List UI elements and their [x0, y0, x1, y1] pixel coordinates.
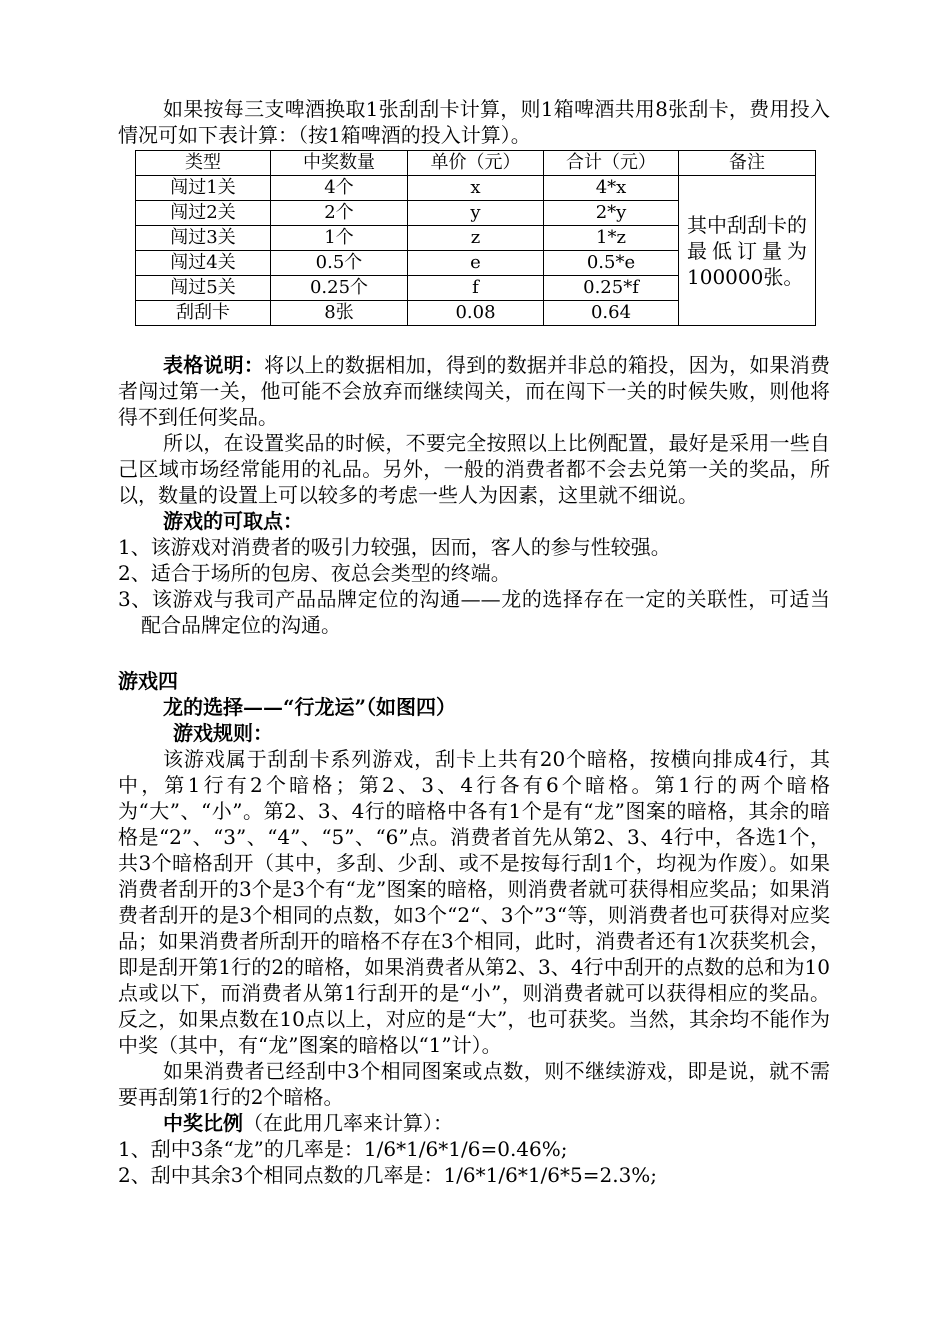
table-cell: 刮刮卡: [136, 301, 271, 326]
table-header-cell: 备注: [679, 151, 816, 176]
game4-heading: 游戏四: [118, 669, 178, 693]
table-header-row: [136, 151, 816, 176]
list-item: 1、刮中3条“龙”的几率是：1/6*1/6*1/6=0.46%;: [118, 1137, 568, 1161]
table-header-cell: 中奖数量: [271, 151, 408, 176]
table-cell: 1个: [271, 226, 408, 251]
table-cell: 2个: [271, 201, 408, 226]
table-cell: 闯过5关: [136, 276, 271, 301]
table-cell: 闯过3关: [136, 226, 271, 251]
table-cell: 0.08: [408, 301, 544, 326]
table-explanation: [118, 352, 830, 430]
table-cell: 2*y: [544, 201, 679, 226]
table-header-cell: 类型: [136, 151, 271, 176]
table-cell: x: [408, 176, 544, 201]
table-cell: 4*x: [544, 176, 679, 201]
list-item: 3、该游戏与我司产品品牌定位的沟通——龙的选择存在一定的关联性，可适当配合品牌定位的沟通。: [118, 587, 830, 637]
table-header-cell: 单价（元）: [408, 151, 544, 176]
list-item: 1、该游戏对消费者的吸引力较强，因而，客人的参与性较强。: [118, 535, 671, 559]
table-cell: 0.64: [544, 301, 679, 326]
table-cell: 闯过4关: [136, 251, 271, 276]
table-cell: 0.25*f: [544, 276, 679, 301]
prize-paragraph: 所以，在设置奖品的时候，不要完全按照以上比例配置，最好是采用一些自己区域市场经常能用的礼品。另外，一般的消费者都不会去兑第一关的奖品，所以，数量的设置上可以较多的考虑一些人为因素，这里就不细说。: [118, 431, 830, 507]
rules-paragraph: 该游戏属于刮刮卡系列游戏，刮卡上共有20个暗格，按横向排成4行，其中，第1行有2个暗格；第2、3、4行各有6个暗格。第1行的两个暗格为“大”、“小”。第2、3、4行的暗格中各有1个是有“龙”图案的暗格，其余的暗格是“2”、“3”、“4”、“5”、“6”点。消费者首先从第2、3、4行中，各选1个，共3个暗格刮开（其中，多刮、少刮、或不是按每行刮1个，均视为作废）。如果消费者刮开的3个是3个有“龙”图案的暗格，则消费者就可获得相应奖品；如果消费者刮开的是3个相同的点数，如3个“2“、3个”3“等，则消费者也可获得对应奖品；如果消费者所刮开的暗格不存在3个相同，此时，消费者还有1次获奖机会，即是刮开第1行的2的暗格，如果消费者从第2、3、4行中刮开的点数的总和为10点或以下，而消费者从第1行刮开的是“小”，则消费者就可以获得相应的奖品。反之，如果点数在10点以上，对应的是“大”，也可获奖。当然，其余均不能作为中奖（其中，有“龙”图案的暗格以“1”计）。: [118, 747, 830, 1057]
table-cell: 闯过1关: [136, 176, 271, 201]
table-header-cell: 合计（元）: [544, 151, 679, 176]
spacer: [118, 326, 830, 352]
cost-table: [135, 150, 816, 326]
odds-heading: [118, 1110, 830, 1136]
merits-heading: 游戏的可取点：: [163, 509, 303, 533]
rules-heading: 游戏规则：: [173, 721, 273, 745]
rules-paragraph-2: 如果消费者已经刮中3个相同图案或点数，则不继续游戏，即是说，就不需要再刮第1行的2个暗格。: [118, 1059, 830, 1109]
list-item: 2、适合于场所的包房、夜总会类型的终端。: [118, 561, 511, 585]
table-cell: 1*z: [544, 226, 679, 251]
table-cell: f: [408, 276, 544, 301]
list-item: 2、刮中其余3个相同点数的几率是：1/6*1/6*1/6*5=2.3%;: [118, 1163, 658, 1187]
table-cell: e: [408, 251, 544, 276]
table-row: [136, 176, 816, 201]
document-page: [118, 96, 830, 1188]
spacer: [118, 638, 830, 668]
table-cell: 8张: [271, 301, 408, 326]
table-cell: 闯过2关: [136, 201, 271, 226]
table-cell: 4个: [271, 176, 408, 201]
table-explanation-label: 表格说明：: [163, 353, 265, 377]
table-cell: y: [408, 201, 544, 226]
table-note-cell: 其中刮刮卡的最低订量为100000张。: [679, 176, 816, 326]
table-explanation-text: 将以上的数据相加，得到的数据并非总的箱投，因为，如果消费者闯过第一关，他可能不会放弃而继续闯关，而在闯下一关的时候失败，则他将得不到任何奖品。: [118, 353, 830, 429]
table-cell: 0.5*e: [544, 251, 679, 276]
odds-title: 中奖比例: [163, 1111, 243, 1135]
table-cell: z: [408, 226, 544, 251]
intro-paragraph: 如果按每三支啤酒换取1张刮刮卡计算，则1箱啤酒共用8张刮卡，费用投入情况可如下表计算：（按1箱啤酒的投入计算）。: [118, 97, 830, 147]
game4-subtitle: 龙的选择——“行龙运”（如图四）: [163, 695, 457, 719]
table-cell: 0.5个: [271, 251, 408, 276]
odds-note: （在此用几率来计算）：: [243, 1111, 453, 1135]
table-cell: 0.25个: [271, 276, 408, 301]
